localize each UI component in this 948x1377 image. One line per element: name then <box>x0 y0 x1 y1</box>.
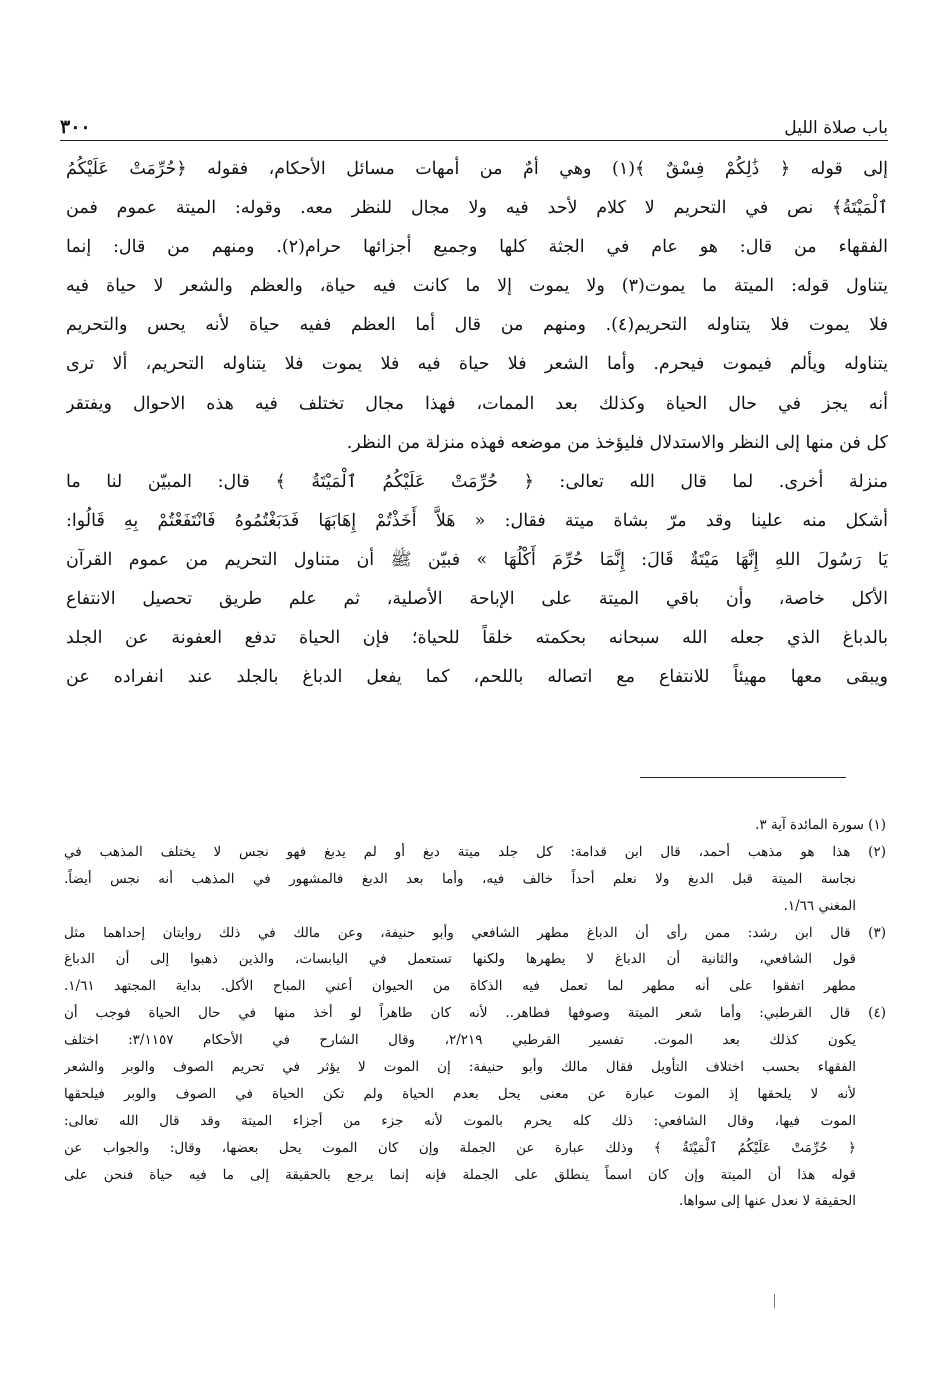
footnote-line: الفقهاء بحسب اختلاف التأويل فقال مالك وأبو حنيفة: إن الموت لا يؤثر في تحريم الصوف والوبر والشعر <box>64 1059 856 1076</box>
text-line: الأكل خاصة، وأن باقي الميتة على الإباحة الأصلية، ثم علم طريق تحصيل الانتفاع <box>66 589 888 610</box>
footnote-line: مطهر اتفقوا على أنه مطهر لما تعمل فيه الذكاة من الحيوان أعني المباح الأكل. بداية المجتهد ١/٦١. <box>64 978 856 995</box>
text-line: يتناوله ويألم فيموت فيحرم. وأما الشعر فلا حياة فيه فلا يموت فلا يتناوله التحريم، ألا ترى <box>66 354 888 375</box>
text-line: فلا يموت فلا يتناوله التحريم(٤). ومنهم من قال أما العظم ففيه حياة لأنه يحس والتحريم <box>66 315 888 336</box>
footnote-line: يكون كذلك بعد الموت. تفسير القرطبي ٢/٢١٩، وقال الشارح في الأحكام ٣/١١٥٧: اختلف <box>64 1032 857 1049</box>
text-line: أشكل منه علينا وقد مرّ بشاة ميتة فقال: « هَلاَّ أَخَذْتُمْ إِهَابَهَا فَدَبَغْتُمُوهُ فَانْتَفَعْتُمْ بِهِ قَالُوا: <box>66 510 888 531</box>
text-line: منزلة أخرى. لما قال الله تعالى: ﴿ حُرِّمَتْ عَلَيْكُمُ ٱلْمَيْتَةُ ﴾ قال: المبيّن لنا ما <box>66 471 888 492</box>
header-divider <box>60 140 888 141</box>
text-line: يتناول قوله: الميتة ما يموت(٣) ولا يموت إلا ما كانت فيه حياة، والعظم والشعر لا حياة فيه <box>66 276 888 297</box>
text-line: بالدباغ الذي جعله الله سبحانه بحكمته خلقاً للحياة؛ فإن الحياة تدفع العفونة عن الجلد <box>66 628 888 649</box>
page-header <box>60 104 888 138</box>
text-line: الفقهاء من قال: هو عام في الجثة كلها وجميع أجزائها حرام(٢). ومنهم من قال: إنما <box>66 237 888 258</box>
page-number: ٣٠٠ <box>60 116 91 138</box>
footnote-line: (١) سورة المائدة آية ٣. <box>755 817 886 833</box>
running-title: باب صلاة الليل <box>784 118 888 138</box>
main-text <box>66 150 888 697</box>
footnotes <box>64 812 886 1215</box>
text-line: ٱلْمَيْتَةُ﴾ نص في التحريم لا كلام لأحد فيه ولا مجال للنظر معه. وقوله: الميتة عموم فمن <box>66 198 888 219</box>
text-line: يَا رَسُولَ اللهِ إِنَّهَا مَيْتَةٌ قَالَ: إِنَّمَا حُرِّمَ أَكْلُهَا » فبيّن ﷺ أن متناول التحريم من عموم القرآن <box>66 549 888 570</box>
footnote-line: الموت فيها، وقال الشافعي: ذلك كله يحرم بالموت لأنه جزء من أجزاء الميتة وقد قال الله تعالى: <box>64 1112 856 1129</box>
text-line: ويبقى معها مهيئاً للانتفاع مع اتصاله باللحم، كما يفعل الدباغ بالجلد عند انفراده عن <box>66 667 888 688</box>
footnote-line: المغني ١/٦٦. <box>783 897 856 914</box>
footnote-line: الحقيقة لا نعدل عنها إلى سواها. <box>678 1193 856 1210</box>
footnote-line: قوله هذا أن الميتة وإن كان اسماً ينطلق على الجملة فإنه إنما يرجع بالحقيقة إلى ما فيه حياة فنحن على <box>64 1166 856 1183</box>
footnote-line: ﴿ حُرِّمَتْ عَلَيْكُمُ ٱلْمَيْتَةُ ﴾ وذلك عبارة عن الجملة وإن كان الموت يحل بعضها، وقال: والجواب عن <box>64 1139 856 1156</box>
footnote-line: (٣) قال ابن رشد: ممن رأى أن الدباغ مطهر الشافعي وأبو حنيفة، وعن مالك في ذلك روايتان إحداهما مثل <box>64 924 886 941</box>
scan-mark <box>774 1294 775 1308</box>
footnote-line: لأنه لا يلحقها إذ الموت عبارة عن معنى يحل بعدم الحياة ولم تكن الحياة في الصوف والوبر فيلحقها <box>64 1085 856 1102</box>
footnote-line: (٢) هذا هو مذهب أحمد، قال ابن قدامة: كل جلد ميتة دبغ أو لم يدبغ فهو نجس لا يختلف المذهب في <box>64 843 886 860</box>
text-line: إلى قوله ﴿ ذَٰلِكُمْ فِسْقٌ ﴾(١) وهي أمٌ من أمهات مسائل الأحكام، فقوله ﴿حُرِّمَتْ عَلَيْكُمُ <box>66 159 888 179</box>
footnote-divider <box>640 777 846 778</box>
footnote-line: قول الشافعي، والثانية أن الدباغ لا يطهرها ولكنها تستعمل في اليابسات، والذين ذهبوا إلى أن الدباغ <box>64 951 856 968</box>
text-line: كل فن منها إلى النظر والاستدلال فليؤخذ من موضعه فهذه منزلة من النظر. <box>346 432 888 453</box>
footnote-line: (٤) قال القرطبي: وأما شعر الميتة وصوفها فطاهر.. لأنه كان طاهراً لو أخذ منها في حال الحياة فوجب أن <box>64 1005 886 1022</box>
footnote-line: نجاسة الميتة قبل الدبغ ولا نعلم أحداً خالف فيه، وأما بعد الدبغ فالمشهور في المذهب أنه نجس أيضاً. <box>64 870 856 887</box>
text-line: أنه يجز في حال الحياة وكذلك بعد الممات، فهذا مجال تختلف فيه هذه الاحوال ويفتقر <box>66 393 888 414</box>
